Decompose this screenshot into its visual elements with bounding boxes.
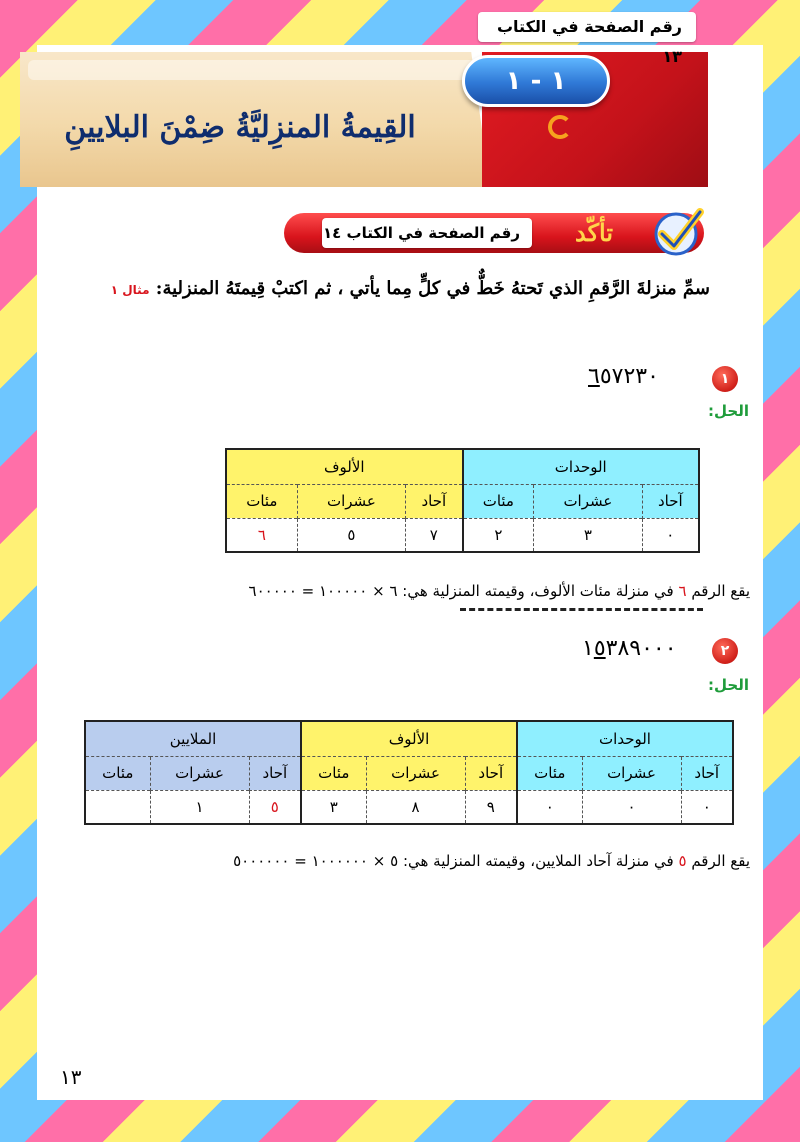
dashed-separator [460, 608, 703, 611]
value-cell: ٠ [517, 790, 582, 824]
value-cell [85, 790, 150, 824]
question-1-rest-digits: ٥٧٢٣٠ [599, 364, 659, 389]
question-2-rest-digits: ٣٨٩٠٠٠ [605, 636, 677, 661]
question-1-marker: ١ [712, 366, 738, 392]
header-cell: مئات [85, 756, 150, 790]
header-cell: عشرات [534, 484, 642, 518]
question-1-solution-label: الحل: [708, 402, 749, 420]
page-number: ١٣ [60, 1065, 82, 1089]
question-1-underlined-digit: ٦ [588, 364, 600, 389]
group-thousands: الألوف [226, 449, 463, 484]
header-cell: مئات [301, 756, 366, 790]
statement-digit: ٥ [678, 852, 687, 870]
group-units: الوحدات [517, 721, 733, 756]
header-cell: عشرات [297, 484, 405, 518]
header-cell: مئات [226, 484, 297, 518]
checkmark-icon [650, 206, 706, 258]
decorative-hook-icon [548, 115, 572, 139]
value-cell: ٢ [463, 518, 534, 552]
question-1-number [588, 364, 659, 389]
statement-prefix: يقع الرقم [691, 852, 750, 870]
lesson-title: القِيمةُ المنزِليَّةُ ضِمْنَ البلايينِ [64, 110, 416, 145]
question-2-marker: ٢ [712, 638, 738, 664]
question-1-place-value-table [225, 448, 700, 553]
statement-prefix: يقع الرقم [691, 582, 750, 600]
header-cell: آحاد [406, 484, 463, 518]
question-2-underlined-digit: ٥ [593, 636, 606, 661]
question-2-statement [165, 852, 750, 870]
header-cell: عشرات [366, 756, 465, 790]
confirm-label: تأكّد [574, 218, 613, 247]
value-cell: ٥ [297, 518, 405, 552]
value-cell: ٥ [249, 790, 301, 824]
header-cell: آحاد [465, 756, 517, 790]
value-cell: ١ [150, 790, 249, 824]
question-2-number [582, 636, 677, 661]
value-cell: ٠ [681, 790, 733, 824]
confirm-page-reference: رقم الصفحة في الكتاب ١٤ [322, 218, 532, 248]
value-cell: ٠ [642, 518, 699, 552]
question-2-place-value-table [84, 720, 734, 825]
example-tag: مثال ١ [110, 283, 150, 297]
statement-suffix: في منزلة مئات الألوف، وقيمته المنزلية هي: ٦ × ١٠٠٠٠٠ = ٦٠٠٠٠٠ [248, 582, 674, 600]
value-cell: ٧ [406, 518, 463, 552]
value-cell: ٣ [534, 518, 642, 552]
value-cell: ٣ [301, 790, 366, 824]
statement-digit: ٦ [678, 582, 687, 600]
header-cell: عشرات [582, 756, 681, 790]
value-cell: ٩ [465, 790, 517, 824]
value-cell: ٠ [582, 790, 681, 824]
value-cell: ٨ [366, 790, 465, 824]
group-millions: الملايين [85, 721, 301, 756]
group-units: الوحدات [463, 449, 699, 484]
header-cell: آحاد [642, 484, 699, 518]
question-2-leading-digit: ١ [582, 636, 594, 661]
header-cell: مئات [517, 756, 582, 790]
lesson-number-badge: ١ - ١ [462, 55, 610, 107]
worksheet-page [37, 45, 763, 1100]
instruction-body: سمِّ منزلةَ الرَّقمِ الذي تَحتهُ خَطٌّ في كلٍّ مِما يأتي ، ثم اكتبْ قِيمتَهُ المنزلية: [155, 278, 710, 299]
statement-suffix: في منزلة آحاد الملايين، وقيمته المنزلية هي: ٥ × ١٠٠٠٠٠٠ = ٥٠٠٠٠٠٠ [233, 852, 674, 870]
book-page-reference: رقم الصفحة في الكتاب ١٣ [478, 12, 696, 42]
header-cell: مئات [463, 484, 534, 518]
question-2-solution-label: الحل: [708, 676, 749, 694]
question-1-statement [185, 582, 750, 600]
header-cell: آحاد [249, 756, 301, 790]
instruction-text [110, 278, 710, 299]
header-cell: آحاد [681, 756, 733, 790]
header-cell: عشرات [150, 756, 249, 790]
group-thousands: الألوف [301, 721, 517, 756]
value-cell: ٦ [226, 518, 297, 552]
